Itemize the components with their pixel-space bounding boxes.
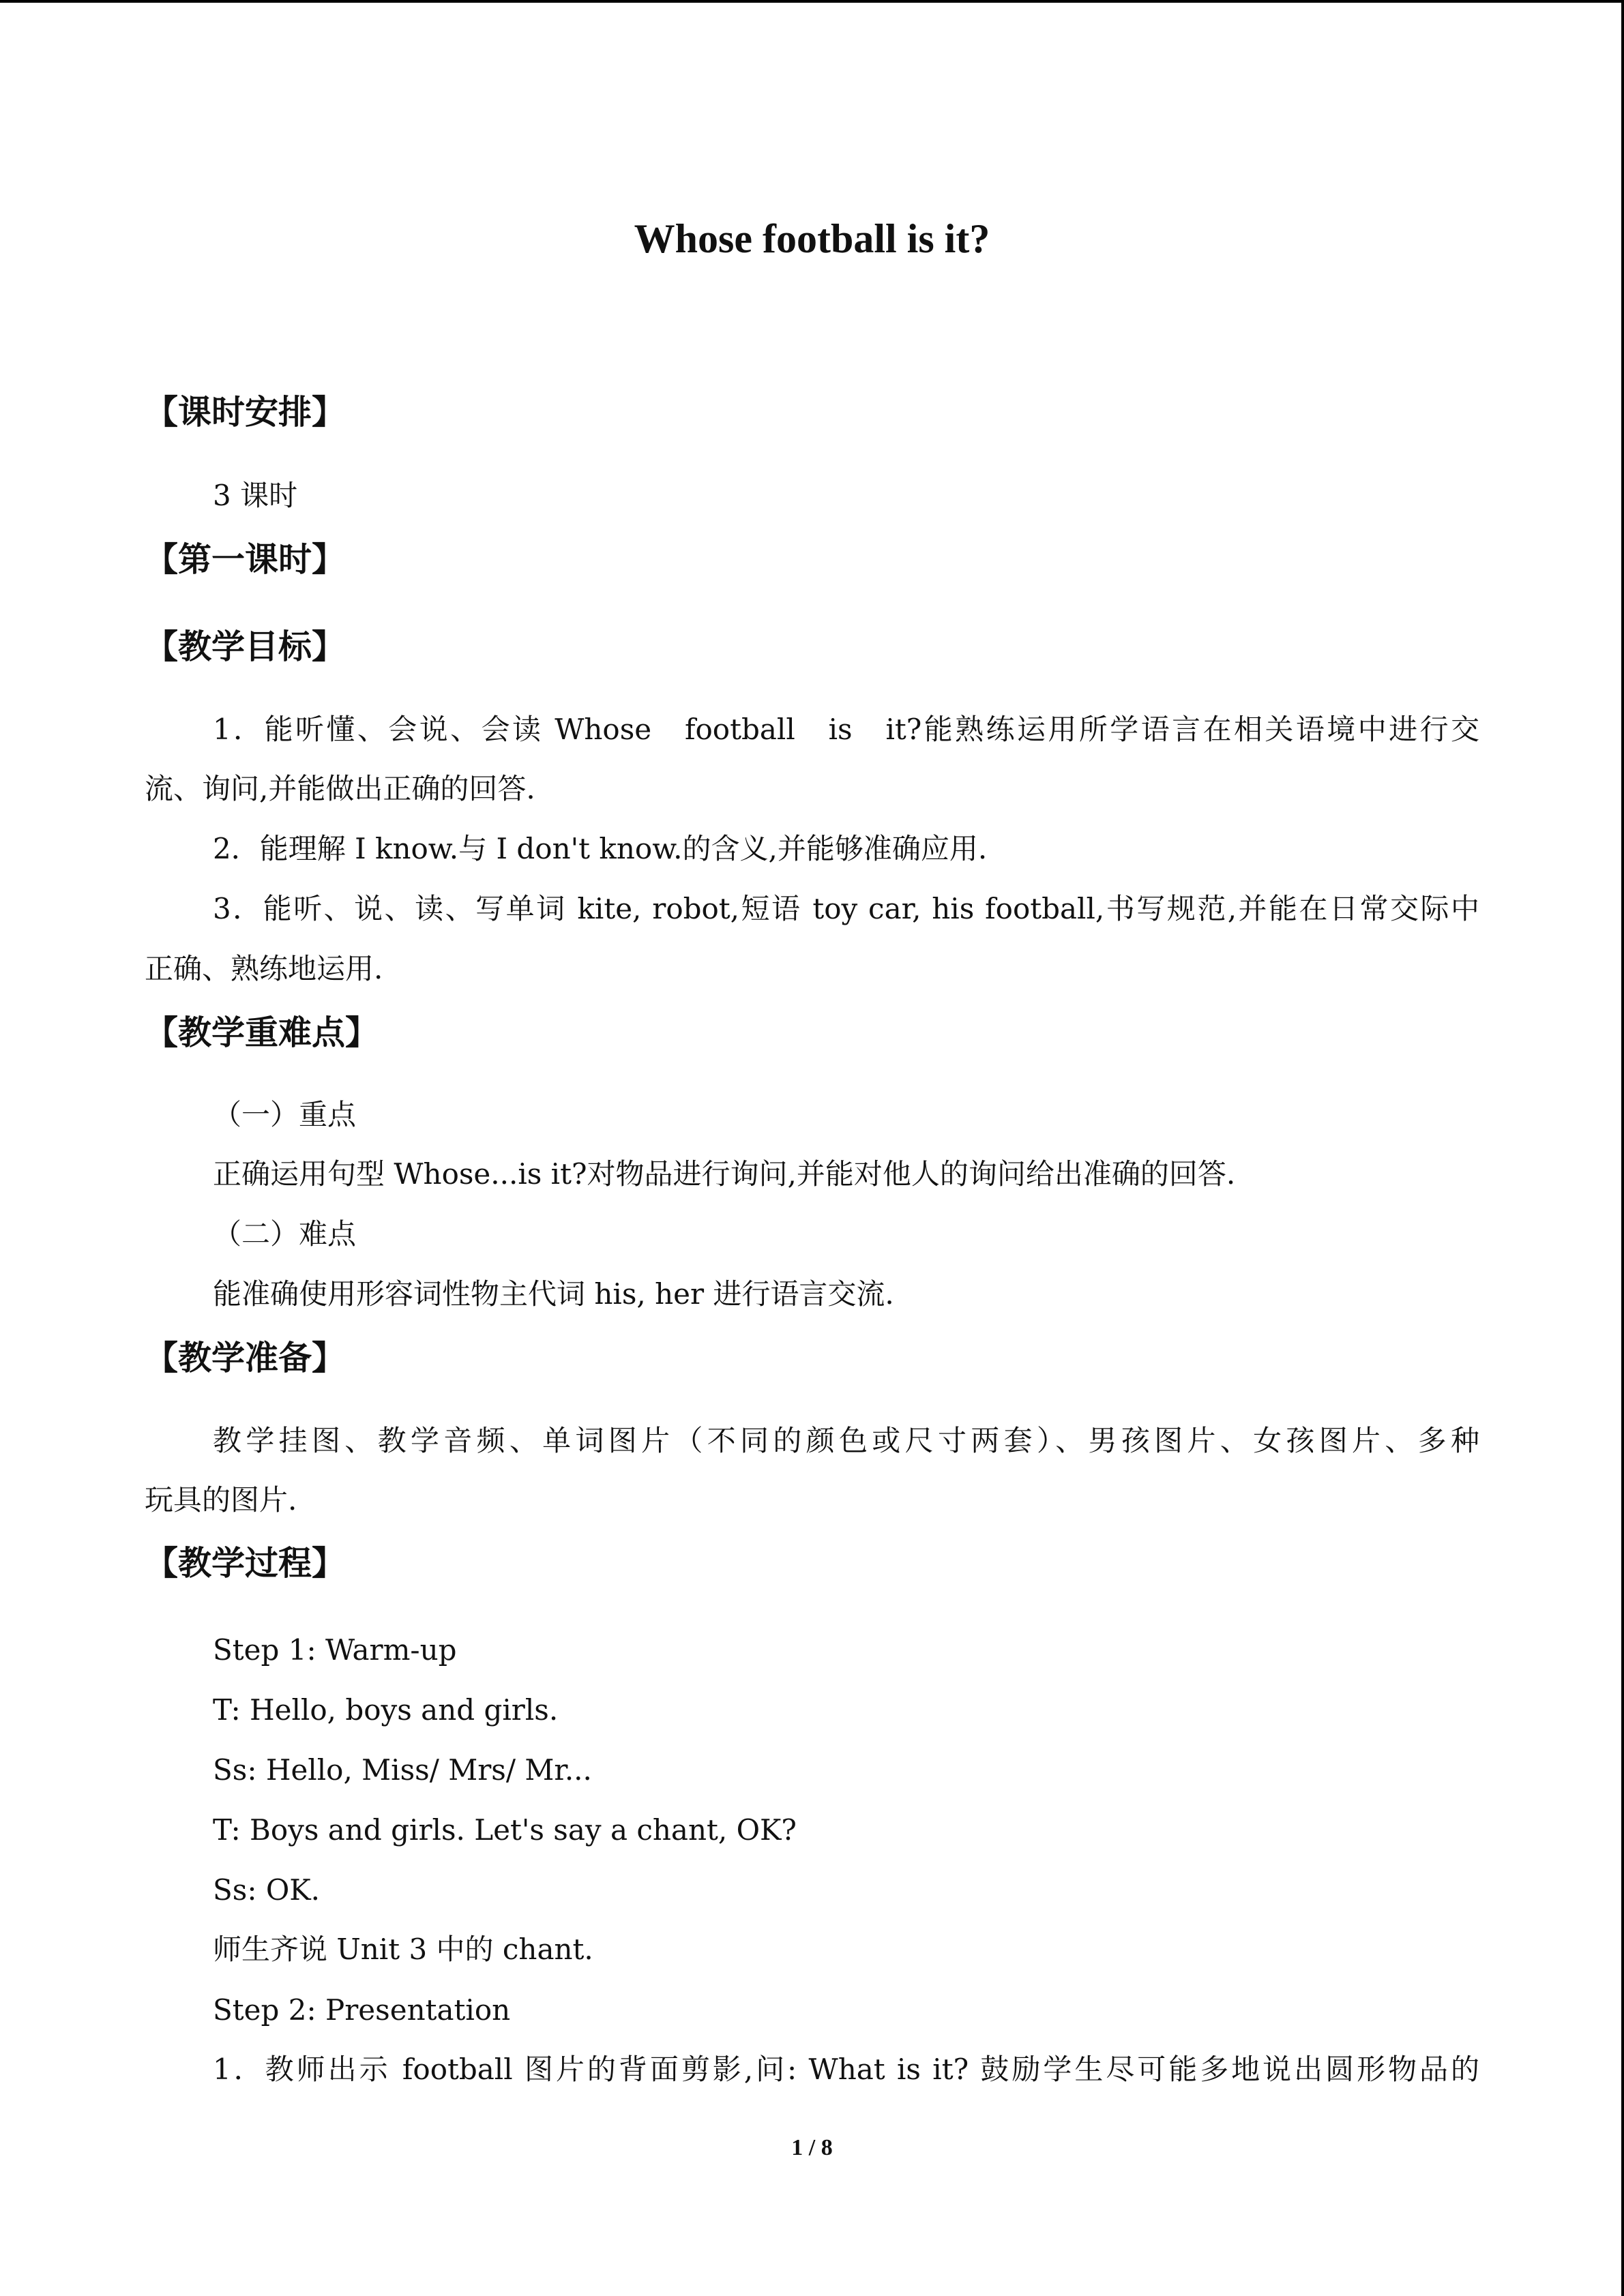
heading-key-points: 【教学重难点】: [145, 1013, 379, 1052]
page-number: 1 / 8: [791, 2135, 833, 2160]
heading-process: 【教学过程】: [145, 1544, 346, 1583]
objective-line-4: 3．能听、说、读、写单词 kite, robot,短语 toy car, his football,书写规范,并能在日常交际中: [213, 892, 1479, 925]
preparation-line-2: 玩具的图片.: [145, 1483, 297, 1517]
objective-line-1: 1．能听懂、会说、会读 Whose football is it?能熟练运用所学语言在相关语境中进行交: [213, 713, 1479, 746]
process-line-1: Step 1: Warm-up: [213, 1633, 457, 1667]
preparation-line-1: 教学挂图、教学音频、单词图片（不同的颜色或尺寸两套）、男孩图片、女孩图片、多种: [213, 1424, 1479, 1457]
process-line-3: Ss: Hello, Miss/ Mrs/ Mr...: [213, 1753, 592, 1787]
objective-line-2: 流、询问,并能做出正确的回答.: [145, 772, 535, 805]
document-title: Whose football is it?: [634, 216, 990, 261]
heading-objectives: 【教学目标】: [145, 627, 346, 666]
key-point-text-1: 正确运用句型 Whose...is it?对物品进行询问,并能对他人的询问给出准确的回答.: [213, 1157, 1236, 1191]
process-line-8: 1．教师出示 football 图片的背面剪影,问: What is it? 鼓励学生尽可能多地说出圆形物品的: [213, 2053, 1479, 2086]
process-line-6: 师生齐说 Unit 3 中的 chant.: [213, 1933, 593, 1966]
process-line-5: Ss: OK.: [213, 1873, 320, 1907]
heading-schedule: 【课时安排】: [145, 393, 346, 432]
key-point-label-2: （二）难点: [213, 1217, 357, 1251]
process-line-2: T: Hello, boys and girls.: [213, 1693, 559, 1727]
heading-lesson1: 【第一课时】: [145, 540, 346, 579]
objective-line-3: 2．能理解 I know.与 I don't know.的含义,并能够准确应用.: [213, 832, 988, 865]
page-border-top: [0, 0, 1624, 3]
schedule-text: 3 课时: [213, 479, 298, 512]
heading-preparation: 【教学准备】: [145, 1339, 346, 1377]
page-border-right: [1621, 0, 1624, 2296]
objective-line-5: 正确、熟练地运用.: [145, 952, 383, 985]
key-point-label-1: （一）重点: [213, 1098, 357, 1131]
process-line-7: Step 2: Presentation: [213, 1993, 511, 2027]
key-point-text-2: 能准确使用形容词性物主代词 his, her 进行语言交流.: [213, 1277, 894, 1311]
process-line-4: T: Boys and girls. Let's say a chant, OK?: [213, 1813, 797, 1847]
